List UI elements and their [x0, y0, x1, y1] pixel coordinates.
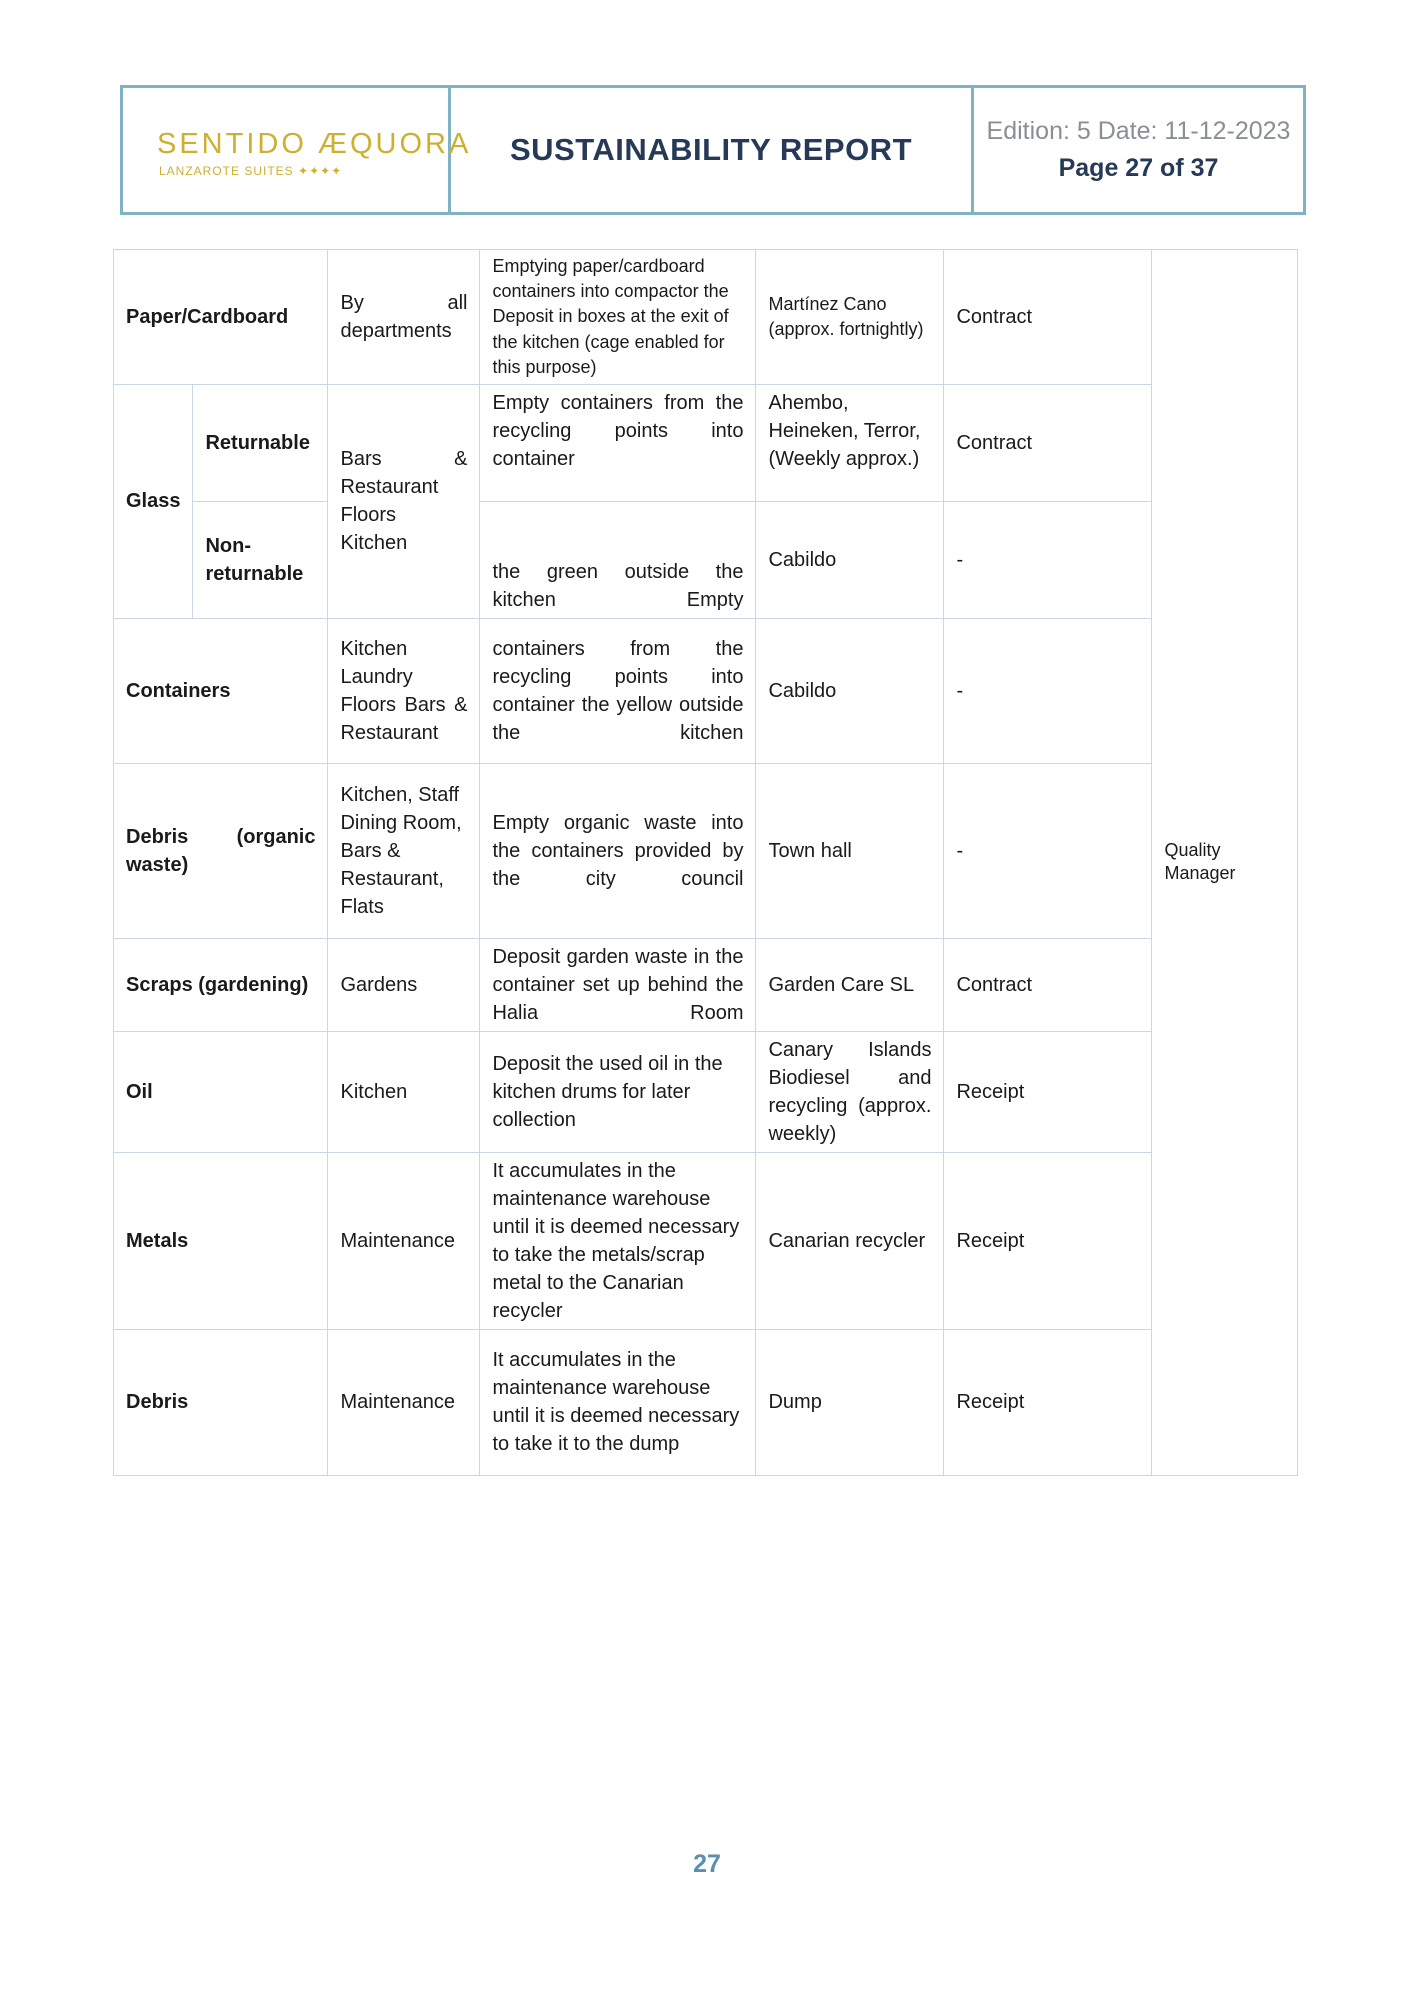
method-cell: the green outside the kitchen Empty: [480, 501, 756, 618]
waste-type: Metals: [114, 1152, 328, 1329]
origin-cell: Kitchen, Staff Dining Room, Bars & Restaurant, Flats: [328, 763, 480, 938]
manager-cell: Dump: [756, 1329, 944, 1475]
brand-subtitle: LANZAROTE SUITES ✦✦✦✦: [159, 164, 343, 178]
manager-cell: Cabildo: [756, 618, 944, 763]
destination-cell: -: [944, 501, 1152, 618]
method-cell: Empty organic waste into the containers provided by the city council: [480, 763, 756, 938]
origin-cell: Kitchen Laundry Floors Bars & Restaurant: [328, 618, 480, 763]
origin-cell: Bars & Restaurant Floors Kitchen: [328, 384, 480, 618]
destination-cell: -: [944, 763, 1152, 938]
origin-cell: Gardens: [328, 938, 480, 1031]
glass-type-returnable: Returnable: [193, 384, 328, 501]
method-cell: Empty containers from the recycling points into container: [480, 384, 756, 501]
waste-type: Oil: [114, 1031, 328, 1152]
page-number: 27: [693, 1850, 721, 1878]
destination-cell: -: [944, 618, 1152, 763]
table-row: [114, 938, 1298, 1031]
waste-type: Debris (organic waste): [114, 763, 328, 938]
table-row: [114, 1329, 1298, 1475]
logo-cell: [123, 88, 472, 212]
method-cell: It accumulates in the maintenance warehouse until it is deemed necessary to take it to the dump: [480, 1329, 756, 1475]
meta-cell: [974, 88, 1303, 212]
manager-cell: Garden Care SL: [756, 938, 944, 1031]
method-cell: Deposit garden waste in the container set up behind the Halia Room: [480, 938, 756, 1031]
method-cell: Deposit the used oil in the kitchen drums for later collection: [480, 1031, 756, 1152]
destination-cell: Contract: [944, 384, 1152, 501]
page-indicator: Page 27 of 37: [1058, 154, 1219, 182]
manager-cell: Ahembo, Heineken, Terror, (Weekly approx.): [756, 384, 944, 501]
table-row: [114, 1031, 1298, 1152]
document-header: [120, 85, 1306, 215]
waste-type: Containers: [114, 618, 328, 763]
responsible-cell: Quality Manager: [1152, 250, 1298, 1476]
destination-cell: Contract: [944, 250, 1152, 385]
method-cell: It accumulates in the maintenance warehouse until it is deemed necessary to take the metals/scrap metal to the Canarian recycler: [480, 1152, 756, 1329]
table-row: [114, 501, 1298, 618]
manager-cell: Canarian recycler: [756, 1152, 944, 1329]
destination-cell: Receipt: [944, 1329, 1152, 1475]
origin-cell: Maintenance: [328, 1329, 480, 1475]
destination-cell: Receipt: [944, 1031, 1152, 1152]
table-row: [114, 763, 1298, 938]
title-cell: [451, 88, 974, 212]
brand-logo: SENTIDO ÆQUORA: [157, 128, 472, 160]
glass-type-non-returnable: Non-returnable: [193, 501, 328, 618]
table-row: [114, 1152, 1298, 1329]
edition-date: Edition: 5 Date: 11-12-2023: [986, 117, 1291, 145]
origin-cell: By all departments: [328, 250, 480, 385]
waste-management-table: [113, 249, 1298, 1476]
manager-cell: Martínez Cano (approx. fortnightly): [756, 250, 944, 385]
method-cell: containers from the recycling points into container the yellow outside the kitchen: [480, 618, 756, 763]
table-row: [114, 384, 1298, 501]
origin-cell: Kitchen: [328, 1031, 480, 1152]
table-row: [114, 618, 1298, 763]
report-title: SUSTAINABILITY REPORT: [509, 132, 913, 167]
manager-cell: Town hall: [756, 763, 944, 938]
waste-group-glass: Glass: [114, 384, 193, 618]
waste-type: Debris: [114, 1329, 328, 1475]
destination-cell: Receipt: [944, 1152, 1152, 1329]
method-cell: Emptying paper/cardboard containers into compactor the Deposit in boxes at the exit of the kitchen (cage enabled for this purpose): [480, 250, 756, 385]
waste-type: Scraps (gardening): [114, 938, 328, 1031]
waste-type: Paper/Cardboard: [114, 250, 328, 385]
destination-cell: Contract: [944, 938, 1152, 1031]
table-row: [114, 250, 1298, 385]
manager-cell: Cabildo: [756, 501, 944, 618]
origin-cell: Maintenance: [328, 1152, 480, 1329]
manager-cell: Canary Islands Biodiesel and recycling (approx. weekly): [756, 1031, 944, 1152]
